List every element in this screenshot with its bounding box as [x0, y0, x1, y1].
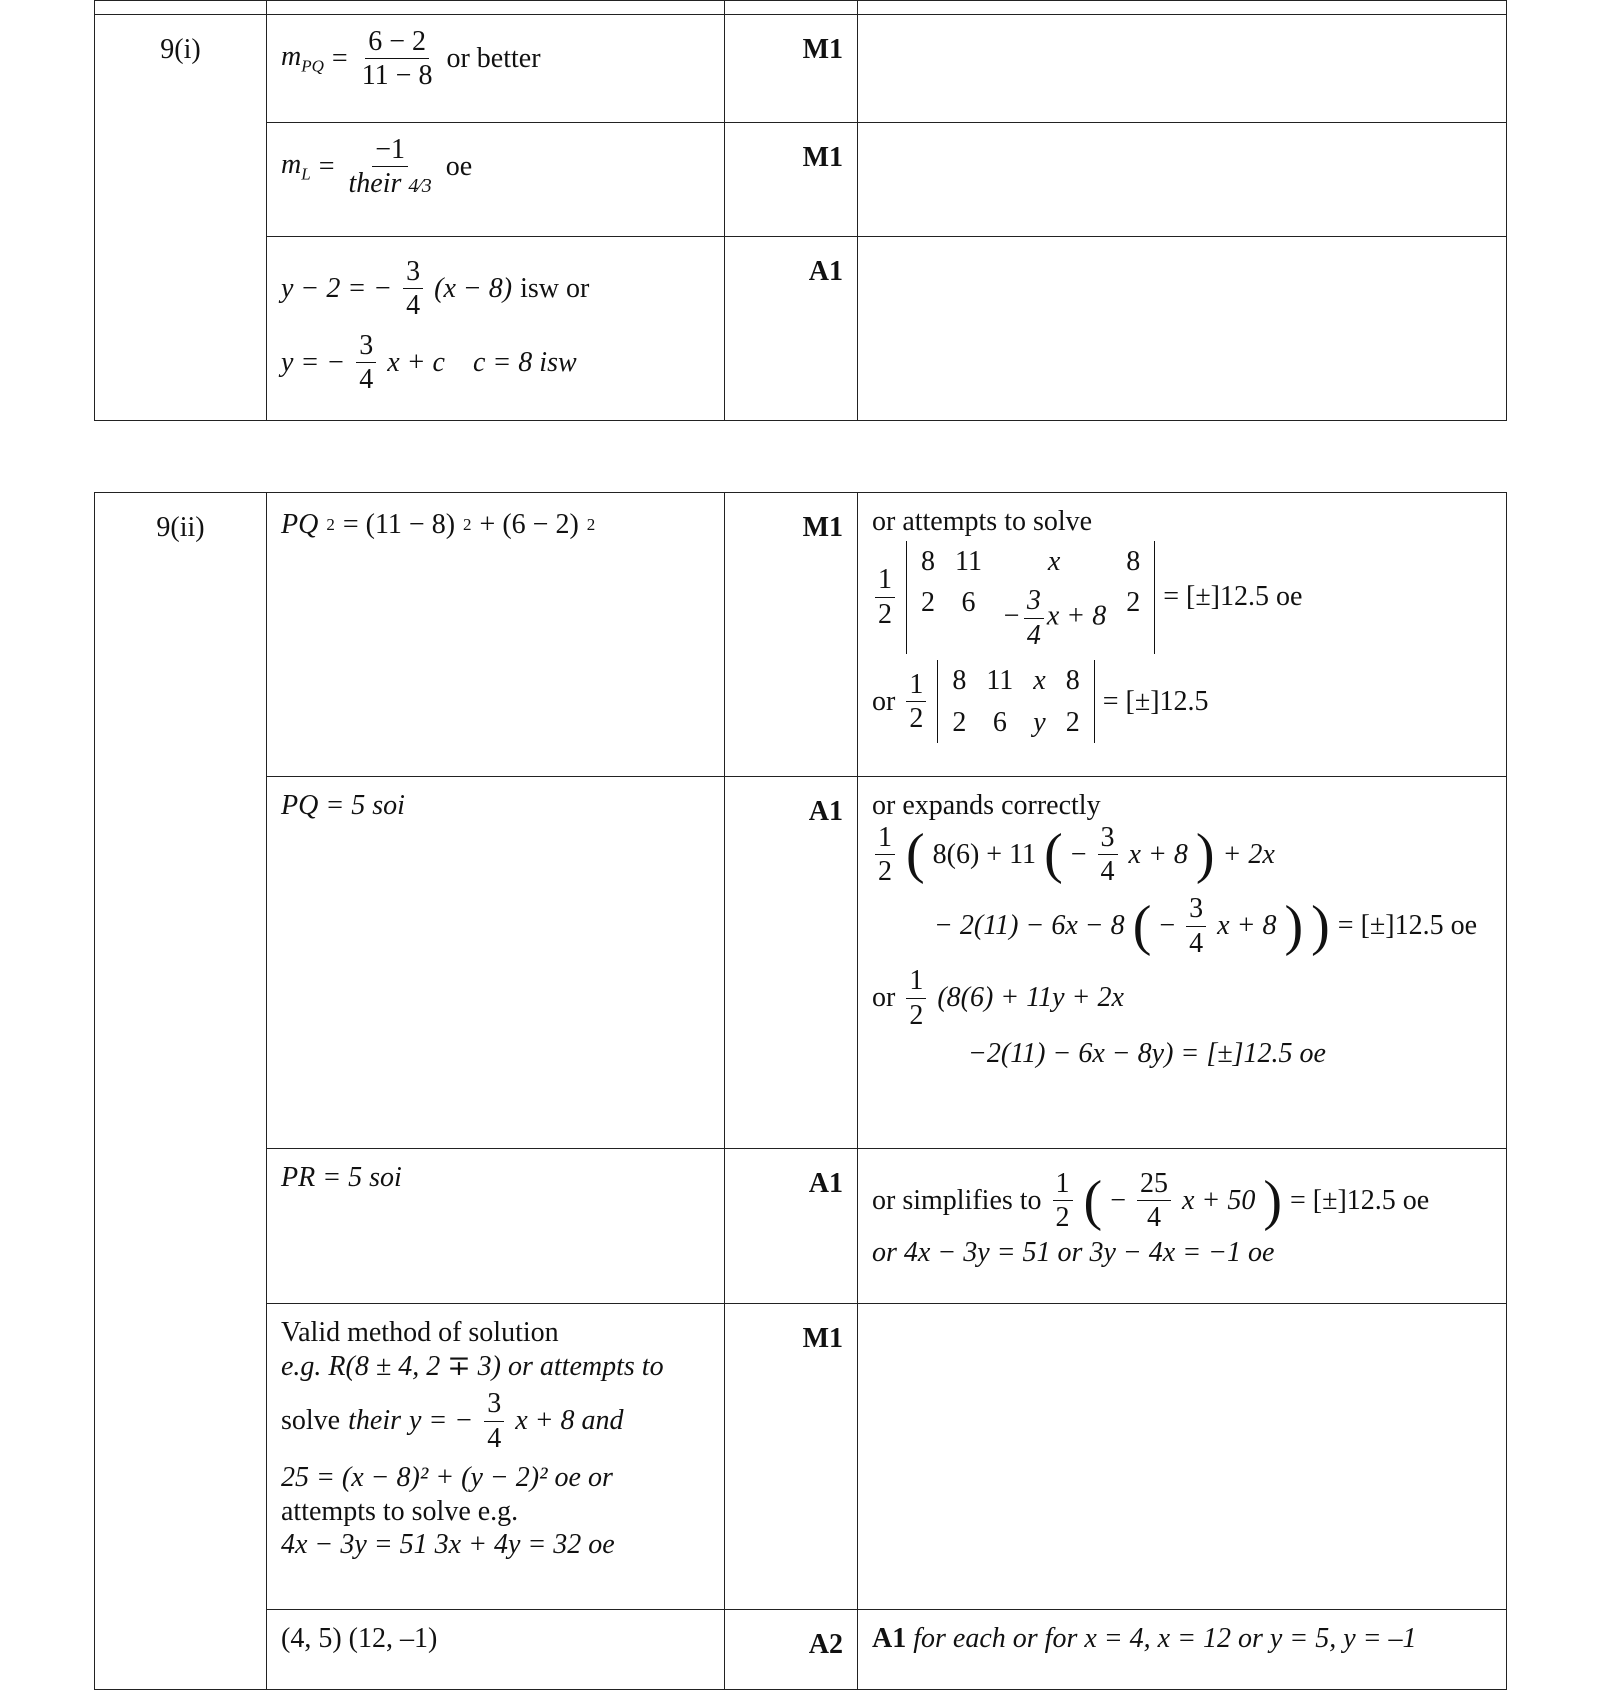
fraction: $\frac{3}{4}$ — [356, 331, 376, 395]
determinant-matrix: 8 11 x 8 2 6 y 2 — [937, 660, 1094, 743]
mark-cell: M1 — [725, 15, 858, 123]
table-row — [95, 1149, 1507, 1304]
guidance-cell — [858, 123, 1507, 237]
table-row — [95, 1610, 1507, 1690]
guidance-cell: A1 for each or for x = 4, x = 12 or y = 5, y = –1 — [858, 1610, 1507, 1690]
answer-cell — [267, 123, 725, 237]
gradient-symbol: $m_L$ — [281, 149, 311, 184]
fraction-half: 1 2 — [1053, 1169, 1073, 1233]
table-row — [95, 777, 1507, 1149]
answer-cell: Valid method of solution e.g. R(8 ± 4, 2 ∓ 3) or attempts to solve their y = − $\frac{3}{4}$ x + 8 and 25 = (x − 8)² + (y − 2)² oe or attempts to solve e.g. 4x − 3y = 51 3x + 4y = 32 oe — [267, 1304, 725, 1610]
mark-scheme-table-9i — [94, 0, 1507, 421]
table-row-top-stub — [95, 1, 1507, 15]
fraction-half: 1 2 — [906, 670, 926, 734]
guidance-cell — [858, 15, 1507, 123]
guidance-cell — [858, 1304, 1507, 1610]
answer-cell: PQ 2 = (11 − 8) 2 + (6 − 2) 2 — [267, 493, 725, 777]
determinant-matrix: 8 11 x 8 2 6 − $\frac{3}{4}$ x + 8 2 — [906, 541, 1155, 654]
mark-cell: A2 — [725, 1610, 858, 1690]
fraction-half: 1 2 — [875, 565, 895, 629]
answer-note: or better — [446, 43, 541, 75]
gradient-symbol: $m_{PQ}$ — [281, 41, 324, 76]
table-row — [95, 1304, 1507, 1610]
answer-cell: y − 2 = − $\frac{3}{4}$ (x − 8) isw or y = − $\frac{3}{4}$ x + c c = 8 isw — [267, 237, 725, 421]
answer-note: oe — [445, 151, 473, 183]
question-number: 9(ii) — [95, 493, 267, 1690]
fraction: $\frac{3}{4}$ — [403, 257, 423, 321]
mark-cell: A1 — [725, 1149, 858, 1304]
question-number: 9(i) — [95, 15, 267, 421]
mark-cell: M1 — [725, 1304, 858, 1610]
table-row — [95, 493, 1507, 777]
guidance-cell: or expands correctly 1 2 ( 8(6) + 11 ( − $\frac{3}{4}$ x + 8 ) + 2x − 2(11) − 6x − 8 ( − $\frac{3}{4}$ x + 8 ) ) = [±]12.5 oe or 1 2 (8(6) + 11y + 2x −2(11) − 6x − 8y) = [±]12.5 oe — [858, 777, 1507, 1149]
guidance-cell: or attempts to solve 1 2 8 11 x 8 2 6 − $\frac{3}{4}$ x + 8 2 = [±]12.5 oe or 1 2 8 11 x 8 2 6 y 2 = [±]12.5 — [858, 493, 1507, 777]
equals-sign: = — [318, 151, 335, 183]
fraction: $\frac{6 - 2}{11 - 8}$ — [361, 26, 433, 92]
answer-cell: (4, 5) (12, –1) — [267, 1610, 725, 1690]
equals-sign: = — [331, 43, 348, 75]
mark-cell: M1 — [725, 123, 858, 237]
table-row — [95, 237, 1507, 421]
fraction: −1 their 4⁄3 — [348, 134, 432, 200]
guidance-cell: or simplifies to 1 2 ( − $\frac{25}{4}$ x + 50 ) = [±]12.5 oe or 4x − 3y = 51 or 3y − 4x = −1 oe — [858, 1149, 1507, 1304]
fraction-half: 1 2 — [875, 823, 895, 887]
mark-cell: A1 — [725, 777, 858, 1149]
guidance-cell — [858, 237, 1507, 421]
fraction-half: 1 2 — [906, 966, 926, 1030]
table-row — [95, 123, 1507, 237]
answer-cell: PR = 5 soi — [267, 1149, 725, 1304]
answer-cell: PQ = 5 soi — [267, 777, 725, 1149]
mark-scheme-table-9ii — [94, 492, 1507, 1690]
mark-cell: A1 — [725, 237, 858, 421]
answer-cell — [267, 15, 725, 123]
table-row — [95, 15, 1507, 123]
mark-cell: M1 — [725, 493, 858, 777]
